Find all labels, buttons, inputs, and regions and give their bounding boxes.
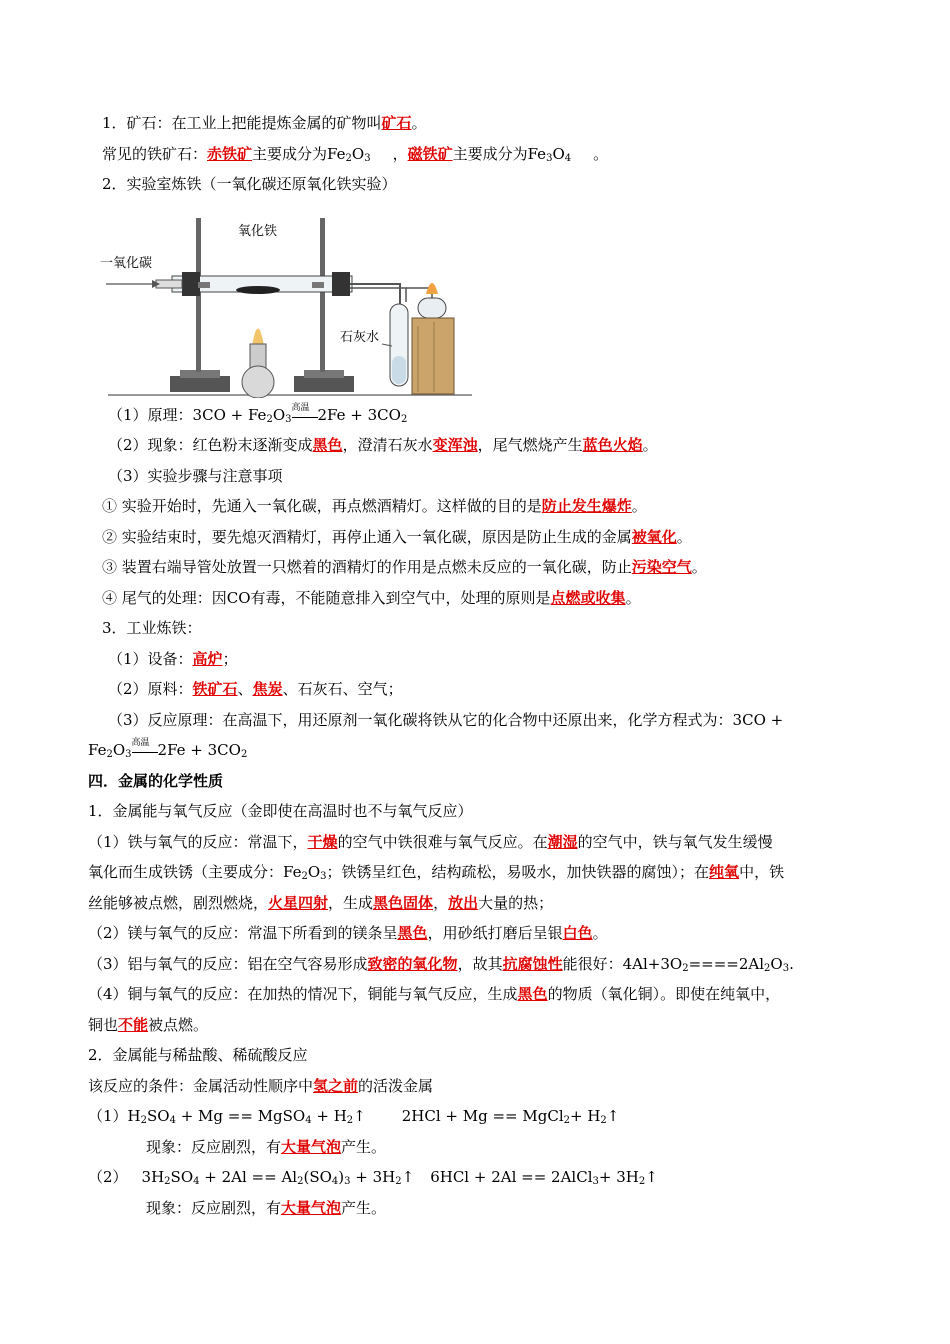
text: ，生成 bbox=[328, 893, 374, 912]
text: ↑ bbox=[645, 1168, 658, 1186]
text: （3）铝与氧气的反应：铝在空气容易形成 bbox=[88, 954, 368, 973]
text: 的空气中，铁与氧气发生缓慢 bbox=[577, 832, 773, 851]
answer: 大量气泡 bbox=[281, 1198, 342, 1217]
text: . bbox=[789, 954, 794, 973]
answer: 蓝色火焰 bbox=[582, 436, 643, 454]
subscript: 4 bbox=[564, 152, 572, 164]
text: + Mg == MgSO bbox=[175, 1107, 306, 1125]
aluminum-acid-phenomenon bbox=[88, 1193, 868, 1224]
subscript: 3 bbox=[364, 152, 371, 164]
text: SO bbox=[170, 1168, 194, 1186]
text: ④ 尾气的处理：因CO有毒，不能随意排入到空气中，处理的原则是 bbox=[102, 588, 551, 607]
text: 产生。 bbox=[341, 1198, 387, 1217]
text: 主要成分为Fe bbox=[452, 144, 547, 163]
answer-magnetite: 磁铁矿 bbox=[407, 144, 453, 163]
subscript: 2 bbox=[345, 152, 352, 164]
subscript: 3 bbox=[546, 152, 553, 164]
text: 中，铁 bbox=[739, 863, 785, 881]
condition-text: 高温 bbox=[291, 402, 310, 413]
text: 铜也 bbox=[88, 1015, 119, 1034]
acid-condition-line bbox=[88, 1071, 868, 1102]
subscript: 2 bbox=[395, 1176, 402, 1187]
text: 。 bbox=[631, 497, 647, 515]
text: 现象：反应剧烈，有 bbox=[146, 1198, 282, 1217]
aluminum-acid-equations bbox=[88, 1162, 868, 1193]
subscript: 2 bbox=[563, 1115, 570, 1126]
subscript: 2 bbox=[638, 1176, 646, 1187]
oxygen-reaction-title: 1．金属能与氧气反应（金即使在高温时也不与氧气反应） bbox=[88, 802, 473, 820]
answer: 抗腐蚀性 bbox=[502, 954, 563, 973]
text: 氧化而生成铁锈（主要成分：Fe bbox=[88, 863, 302, 881]
lab-iron-title: 2．实验室炼铁（一氧化碳还原氧化铁实验） bbox=[102, 175, 397, 193]
subscript: 4 bbox=[305, 1115, 312, 1126]
text: ↑ bbox=[353, 1107, 366, 1125]
text: 该反应的条件：金属活动性顺序中 bbox=[88, 1076, 314, 1095]
text: + 2Al == Al bbox=[199, 1168, 298, 1186]
subscript: 4 bbox=[331, 1176, 339, 1187]
answer: 白色 bbox=[562, 924, 593, 942]
answer: 黑色 bbox=[517, 985, 548, 1003]
answer: 干燥 bbox=[307, 832, 338, 851]
industrial-equation-line bbox=[88, 735, 868, 766]
subscript: 2 bbox=[400, 413, 408, 425]
text: ① 实验开始时，先通入一氧化碳，再点燃酒精灯。这样做的目的是 bbox=[102, 497, 542, 515]
magnesium-acid-phenomenon bbox=[88, 1132, 868, 1163]
answer: 黑色 bbox=[312, 436, 343, 454]
text: ；铁锈呈红色，结构疏松，易吸水，加快铁器的腐蚀）；在 bbox=[326, 863, 710, 881]
note-3 bbox=[88, 552, 868, 583]
text: 。 bbox=[642, 436, 658, 454]
note-2 bbox=[88, 522, 868, 553]
text: （1）原理：3CO + Fe bbox=[108, 405, 267, 424]
subscript: 2 bbox=[600, 1115, 607, 1126]
text: + 3H bbox=[598, 1168, 639, 1186]
note-4 bbox=[88, 583, 868, 614]
principle-line bbox=[88, 400, 868, 431]
answer: 火星四射 bbox=[268, 893, 329, 912]
answer: 点燃或收集 bbox=[550, 588, 626, 607]
industrial-iron-title: 3．工业炼铁： bbox=[102, 619, 202, 637]
text: （1）铁与氧气的反应：常温下， bbox=[88, 832, 308, 851]
acid-reaction-title: 2．金属能与稀盐酸、稀硫酸反应 bbox=[88, 1046, 308, 1064]
answer: 变浑浊 bbox=[432, 436, 478, 454]
answer: 氢之前 bbox=[313, 1076, 359, 1095]
text: 现象：反应剧烈，有 bbox=[146, 1137, 282, 1156]
ore-definition-line bbox=[88, 108, 868, 139]
text: O bbox=[112, 741, 126, 759]
text: 丝能够被点燃，剧烈燃烧， bbox=[88, 893, 269, 912]
text: O bbox=[552, 144, 565, 163]
text: 产生。 bbox=[341, 1137, 387, 1156]
text: 1．矿石：在工业上把能提炼金属的矿物叫 bbox=[102, 114, 382, 132]
text: 。 bbox=[676, 527, 692, 546]
text: 的活泼金属 bbox=[358, 1076, 434, 1095]
magnesium-acid-equations bbox=[88, 1101, 868, 1132]
text: SO bbox=[147, 1107, 170, 1125]
reaction-principle-line: （3）反应原理：在高温下，用还原剂一氧化碳将铁从它的化合物中还原出来，化学方程式为：3CO + bbox=[108, 710, 784, 729]
text: 2Fe + 3CO bbox=[317, 405, 401, 424]
note-1 bbox=[88, 491, 868, 522]
text: O bbox=[272, 405, 286, 424]
text: O bbox=[351, 144, 365, 163]
subscript: 3 bbox=[592, 1176, 599, 1187]
text: 常见的铁矿石： bbox=[102, 144, 208, 163]
text: 6HCl + 2Al == 2AlCl bbox=[430, 1168, 593, 1186]
text: 能很好：4Al+3O bbox=[562, 954, 683, 973]
text: 的物质（氧化铜）。即使在纯氧中， bbox=[547, 985, 781, 1003]
label-iron-oxide: 氧化铁 bbox=[238, 223, 278, 239]
text: 的空气中铁很难与氧气反应。在 bbox=[337, 832, 548, 851]
answer: 不能 bbox=[118, 1015, 149, 1034]
text: O bbox=[770, 954, 783, 973]
copper-oxygen-line-1 bbox=[88, 979, 868, 1010]
subscript: 2 bbox=[346, 1115, 354, 1126]
text: 大量的热； bbox=[478, 893, 554, 912]
text: Fe bbox=[88, 741, 107, 759]
text: ② 实验结束时，要先熄灭酒精灯，再停止通入一氧化碳，原因是防止生成的金属 bbox=[102, 527, 632, 546]
text: O bbox=[307, 863, 321, 881]
answer: 防止发生爆炸 bbox=[541, 497, 632, 515]
text: ，用砂纸打磨后呈银 bbox=[427, 924, 563, 942]
label-carbon-monoxide: 一氧化碳 bbox=[100, 255, 153, 271]
subscript: 2 bbox=[140, 1115, 147, 1126]
text: ③ 装置右端导管处放置一只燃着的酒精灯的作用是点燃未反应的一氧化碳，防止 bbox=[102, 558, 632, 576]
text: 。 bbox=[411, 114, 427, 132]
answer: 放出 bbox=[448, 893, 479, 912]
subscript: 2 bbox=[682, 962, 689, 974]
text: ，尾气燃烧产生 bbox=[477, 436, 583, 454]
subscript: 2 bbox=[240, 749, 248, 760]
text: 。 bbox=[592, 924, 608, 942]
subscript: 2 bbox=[106, 749, 113, 760]
text: 被点燃。 bbox=[148, 1015, 209, 1034]
subscript: 2 bbox=[297, 1176, 304, 1187]
subscript: 3 bbox=[782, 962, 790, 974]
text: （2）原料： bbox=[108, 680, 193, 698]
text: （2）现象：红色粉末逐渐变成 bbox=[108, 436, 313, 454]
text: 2HCl + Mg == MgCl bbox=[401, 1107, 564, 1125]
subscript: 3 bbox=[285, 413, 292, 425]
subscript: 4 bbox=[169, 1115, 176, 1126]
subscript: 4 bbox=[193, 1176, 200, 1187]
text: ，澄清石灰水 bbox=[342, 436, 433, 454]
subscript: 3 bbox=[320, 871, 327, 882]
iron-oxygen-line-1 bbox=[88, 827, 868, 858]
answer: 污染空气 bbox=[631, 558, 692, 576]
subscript: 2 bbox=[764, 962, 771, 974]
answer: 被氧化 bbox=[631, 527, 677, 546]
answer: 纯氧 bbox=[709, 863, 740, 881]
text: 主要成分为Fe bbox=[252, 144, 346, 163]
answer-ore: 矿石 bbox=[381, 114, 412, 132]
aluminum-oxygen-line bbox=[88, 949, 868, 980]
text: (SO bbox=[303, 1168, 332, 1186]
iron-oxygen-line-2 bbox=[88, 857, 868, 888]
text: 2Fe + 3CO bbox=[157, 741, 241, 759]
subscript: 2 bbox=[266, 413, 273, 425]
label-limewater: 石灰水 bbox=[340, 329, 380, 345]
apparatus-diagram bbox=[100, 206, 480, 398]
answer-hematite: 赤铁矿 bbox=[207, 144, 253, 163]
text: + H bbox=[311, 1107, 347, 1125]
text: 3H bbox=[141, 1168, 165, 1186]
phenomenon-line bbox=[88, 430, 868, 461]
text: ， bbox=[433, 893, 449, 912]
condition-text: 高温 bbox=[131, 738, 150, 748]
subscript: 2 bbox=[164, 1176, 171, 1187]
steps-title: （3）实验步骤与注意事项 bbox=[108, 466, 283, 485]
text: 。 bbox=[593, 144, 609, 163]
iron-oxygen-line-3 bbox=[88, 888, 868, 919]
text: ====2Al bbox=[688, 954, 765, 973]
answer: 焦炭 bbox=[252, 680, 283, 698]
text: ； bbox=[222, 649, 238, 668]
answer: 黑色 bbox=[397, 924, 428, 942]
equipment-line bbox=[88, 644, 868, 675]
text: 。 bbox=[625, 588, 641, 607]
section-heading: 四．金属的化学性质 bbox=[88, 771, 224, 790]
subscript: 3 bbox=[125, 749, 132, 760]
text: ↑ bbox=[401, 1168, 415, 1186]
text: （1）H bbox=[88, 1107, 141, 1125]
text: ，故其 bbox=[457, 954, 503, 973]
text: ， bbox=[392, 144, 408, 163]
text: ↑ bbox=[606, 1107, 620, 1125]
magnesium-oxygen-line bbox=[88, 918, 868, 949]
answer: 铁矿石 bbox=[192, 680, 238, 698]
copper-oxygen-line-2 bbox=[88, 1010, 868, 1041]
text: （2） bbox=[88, 1168, 128, 1186]
subscript: 3 bbox=[344, 1176, 351, 1187]
text: 。 bbox=[691, 558, 707, 576]
answer: 黑色固体 bbox=[373, 893, 434, 912]
text: （2）镁与氧气的反应：常温下所看到的镁条呈 bbox=[88, 924, 398, 942]
co-reduction-apparatus-figure bbox=[100, 206, 500, 398]
answer: 潮湿 bbox=[547, 832, 578, 851]
answer: 致密的氧化物 bbox=[367, 954, 458, 973]
iron-ores-line bbox=[88, 139, 868, 170]
text: ) bbox=[338, 1168, 345, 1186]
subscript: 2 bbox=[301, 871, 308, 882]
answer: 大量气泡 bbox=[281, 1137, 342, 1156]
materials-line bbox=[88, 674, 868, 705]
text: 、 bbox=[237, 680, 253, 698]
text: （1）设备： bbox=[108, 649, 193, 668]
text: 、石灰石、空气； bbox=[282, 680, 403, 698]
text: （4）铜与氧气的反应：在加热的情况下，铜能与氧气反应，生成 bbox=[88, 985, 518, 1003]
text: + H bbox=[570, 1107, 601, 1125]
document-page bbox=[88, 108, 868, 1223]
text: + 3H bbox=[350, 1168, 396, 1186]
answer: 高炉 bbox=[192, 649, 223, 668]
